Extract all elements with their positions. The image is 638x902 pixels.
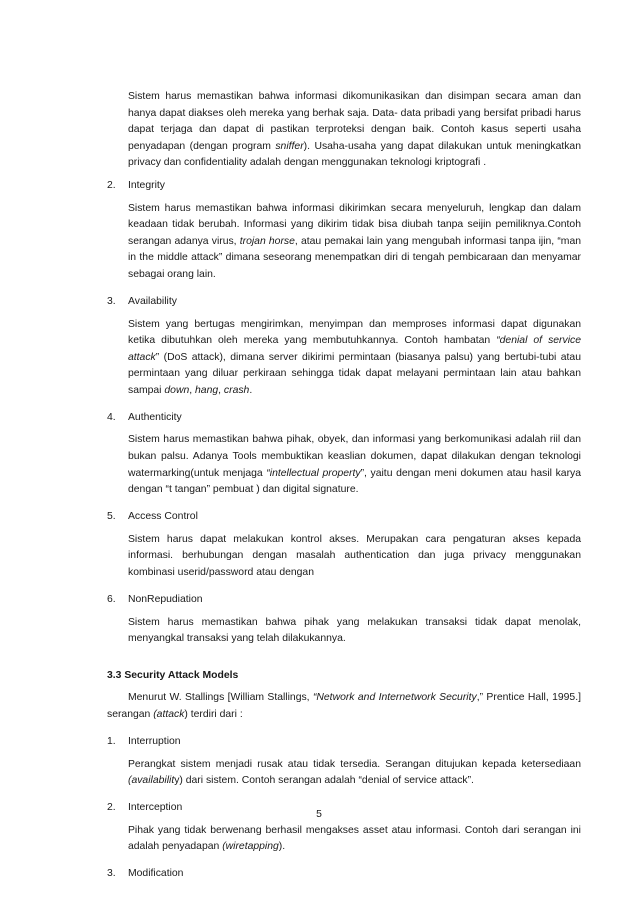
list-item-nonrepudiation [107,592,581,609]
page-number: 5 [316,809,322,820]
list-number: 4. [107,411,116,423]
list-title: Modification [128,868,184,880]
section-intro-paragraph: Menurut W. Stallings [William Stallings, “Network and Internetwork Security,” Prentice Hall, 1995.] serangan (attack) terdiri dari : [107,692,581,720]
interruption-paragraph: Perangkat sistem menjadi rusak atau tidak tersedia. Serangan ditujukan kepada ketersediaan (availability) dari sistem. Contoh serangan adalah “denial of service attack”. [128,758,581,787]
section-heading: 3.3 Security Attack Models [107,669,239,681]
list-item-integrity [107,178,581,195]
list-title: Authenticity [128,411,182,423]
list-item-access-control [107,509,581,526]
list-title: Interception [128,802,183,814]
page-content [107,89,581,883]
integrity-paragraph: Sistem harus memastikan bahwa informasi dikirimkan secara menyeluruh, lengkap dan dalam keadaan tidak berubah. Informasi yang dikirim tidak bisa diubah tanpa seijin pemiliknya.Contoh serangan adanya virus, trojan horse, atau pemakai lain yang mengubah informasi tanpa ijin, “man in the middle attack” dimana seseorang menempatkan diri di tengah pembicaraan dan menyamar sebagai orang lain. [128,202,582,280]
list-number: 2. [107,179,116,191]
interception-paragraph: Pihak yang tidak berwenang berhasil mengakses asset atau informasi. Contoh dari serangan ini adalah penyadapan (wiretapping). [128,824,581,853]
list-title: Interruption [128,735,181,747]
list-number: 6. [107,594,116,605]
authenticity-paragraph: Sistem harus memastikan bahwa pihak, obyek, dan informasi yang berkomunikasi adalah riil dan bukan palsu. Adanya Tools membuktikan keaslian dokumen, dapat dilakukan dengan teknologi watermarking(untuk menjaga “intellectual property”, yaitu dengan meni dokumen atau hasil karya dengan “t tangan” pembuat ) dan digital signature. [128,434,581,496]
access-control-paragraph: Sistem harus dapat melakukan kontrol akses. Merupakan cara pengaturan akses kepada informasi. berhubungan dengan masalah authentication dan juga privacy menggunakan kombinasi userid/password atau dengan [128,533,581,579]
confidentiality-paragraph: Sistem harus memastikan bahwa informasi dikomunikasikan dan disimpan secara aman dan hanya dapat diakses oleh mereka yang berhak saja. Data- data pribadi yang bersifat pribadi harus dapat terjaga dan dapat di pastikan terproteksi dengan baik. Contoh kasus seperti usaha penyadapan (dengan program sniffer). Usaha-usaha yang dapat dilakukan untuk meningkatkan privacy dan confidentiality adalah dengan menggunakan teknologi kriptografi . [128,91,581,169]
list-item-availability [107,294,581,311]
list-item-authenticity [107,410,581,427]
list-item-interruption [107,734,581,751]
list-number: 2. [107,802,116,814]
availability-paragraph: Sistem yang bertugas mengirimkan, menyimpan dan memproses informasi dapat digunakan ketika dibutuhkan oleh mereka yang membutuhkannya. Contoh hambatan “denial of service attack” (DoS attack), dimana server dikirimi permintaan (biasanya palsu) yang bertubi-tubi atau permintaan yang diluar perkiraan sehingga tidak dapat melayani permintaan lain atau bahkan sampai down, hang, crash. [128,318,581,396]
list-number: 3. [107,295,116,307]
list-title: Availability [128,295,177,307]
list-title: NonRepudiation [128,594,203,605]
list-number: 3. [107,868,116,880]
nonrepudiation-paragraph: Sistem harus memastikan bahwa pihak yang melakukan transaksi tidak dapat menolak, menyangkal transaksi yang telah dilakukannya. [128,616,581,645]
list-item-modification [107,866,581,883]
list-title: Access Control [128,511,198,523]
list-number: 5. [107,511,116,523]
list-title: Integrity [128,179,165,191]
list-number: 1. [107,735,116,747]
